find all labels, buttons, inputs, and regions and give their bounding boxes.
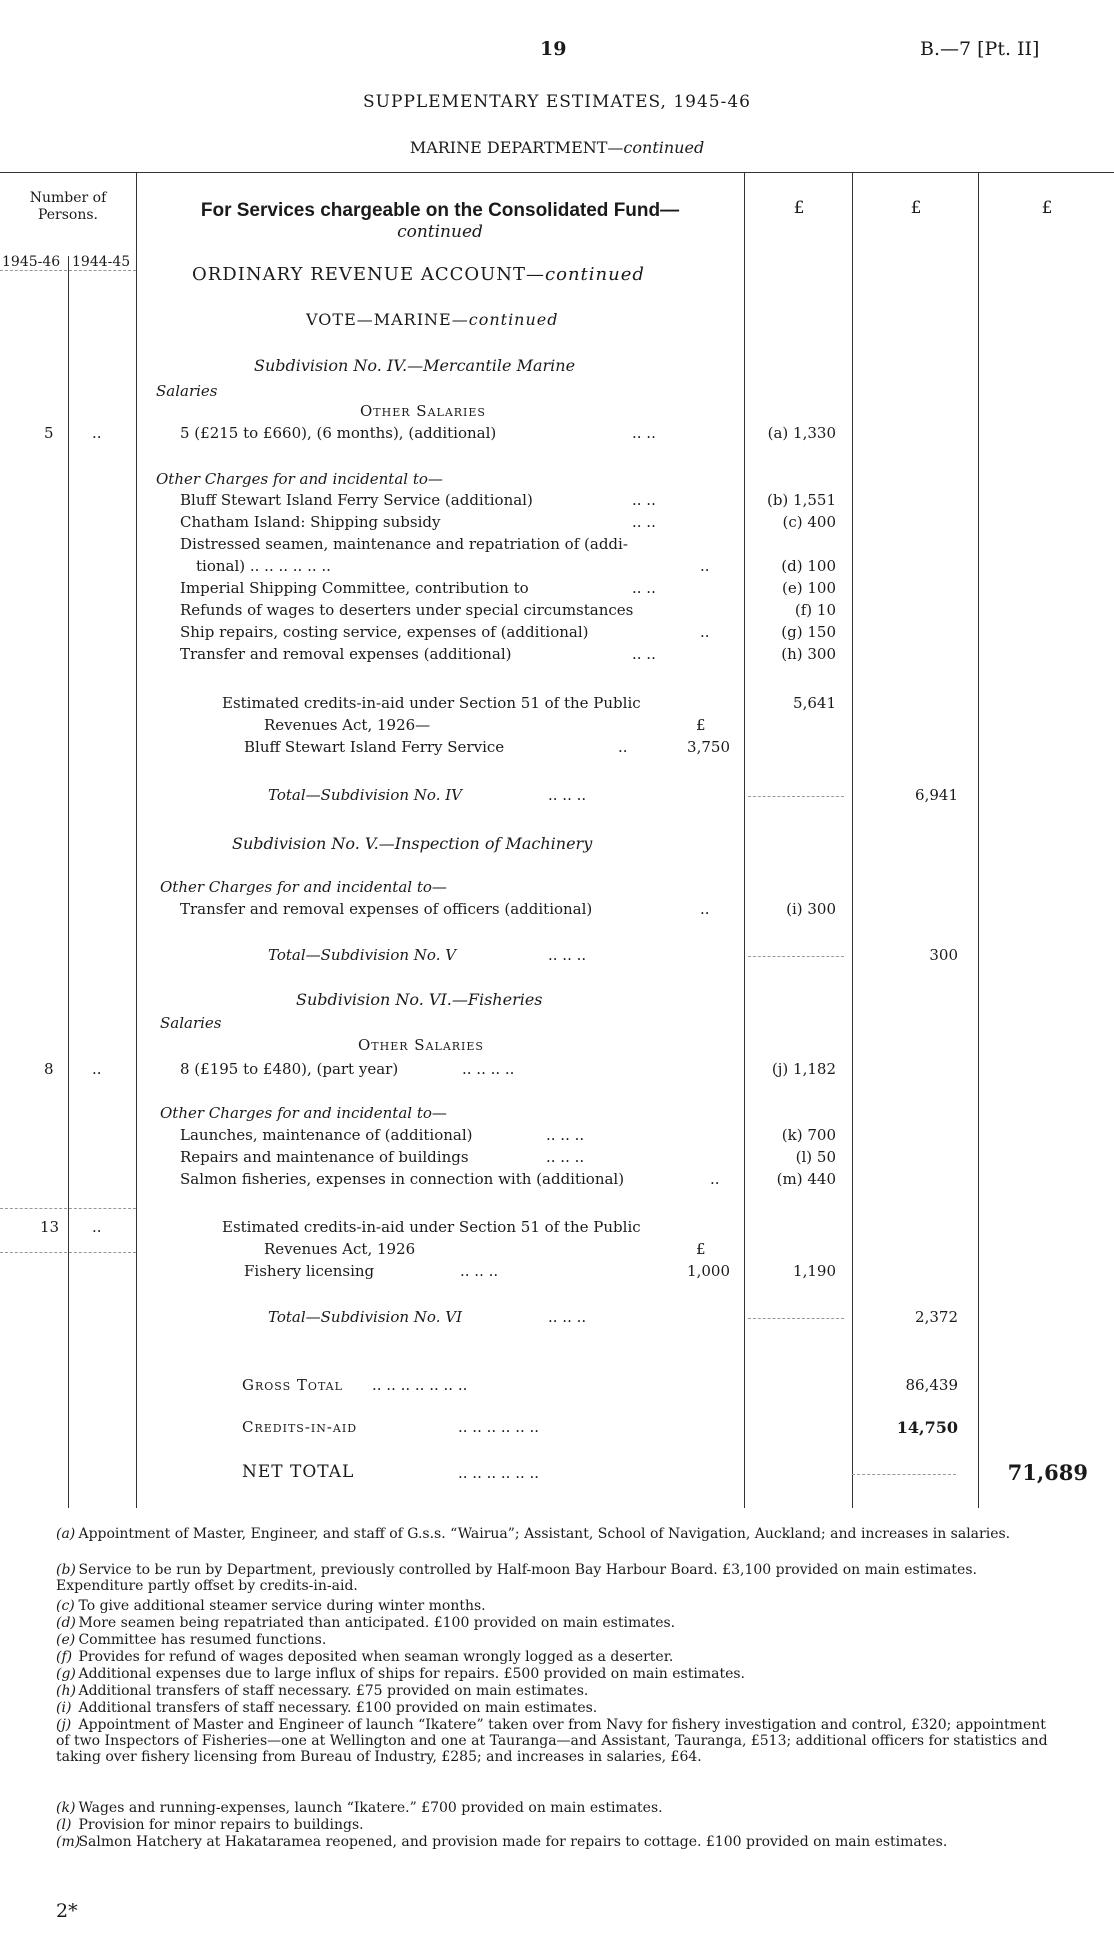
department-continued: —continued	[607, 138, 705, 157]
credits-in-aid-amount: 14,750	[896, 1418, 958, 1437]
sub5-item-amount: (i) 300	[786, 900, 836, 918]
sub4-persons-prev: ..	[92, 424, 102, 442]
footnote-label: (i)	[56, 1700, 72, 1716]
column-rule-1	[744, 172, 745, 1508]
sub6-total-dots: .. .. ..	[548, 1308, 587, 1326]
sub4-item-amount: (c) 400	[782, 513, 836, 531]
sub6-credits-item: Fishery licensing	[244, 1262, 375, 1280]
sub4-item-amount: (e) 100	[782, 579, 836, 597]
footnote	[56, 1598, 1056, 1614]
sub6-persons-total: 13	[40, 1218, 60, 1236]
footnote-text: Appointment of Master and Engineer of launch “Ikatere” taken over from Navy for fishery investigation and control, £320; appointment of two Inspectors of Fisheries—one at Wellington and one at Tauranga—and Assistant, Tauranga, £513; additional officers for statistics and taking over fishery licensing from Bureau of Industry, £285; and increases in salaries, £64.	[56, 1717, 1048, 1765]
footnote	[56, 1800, 1056, 1816]
footnote-label: (h)	[56, 1683, 76, 1699]
year-1945-46: 1945-46	[2, 254, 61, 270]
footnote-label: (f)	[56, 1649, 73, 1665]
sub5-item-dots: ..	[700, 900, 710, 918]
net-total-rule	[852, 1474, 956, 1475]
credits-in-aid-dots: .. .. .. .. .. ..	[458, 1418, 540, 1436]
number-of-persons-header: Number of Persons.	[29, 190, 107, 223]
persons-total-rule	[0, 1208, 136, 1209]
footnote	[56, 1834, 1056, 1850]
sub5-total-dots: .. .. ..	[548, 946, 587, 964]
sub4-item-text: Transfer and removal expenses (additional)	[180, 645, 512, 663]
footnote-label: (e)	[56, 1632, 76, 1648]
department-name: MARINE DEPARTMENT	[409, 138, 608, 157]
sub4-other-salaries: Other Salaries	[360, 402, 486, 420]
document-reference: B.—7 [Pt. II]	[920, 38, 1040, 60]
sub6-item-text: Launches, maintenance of (additional)	[180, 1126, 473, 1144]
sub4-item-text: Bluff Stewart Island Ferry Service (additional)	[180, 491, 533, 509]
sub4-item-amount: (g) 150	[781, 623, 836, 641]
sub4-credits-item-amount: 3,750	[687, 738, 730, 756]
sub4-item-amount: (b) 1,551	[766, 491, 836, 509]
sub4-item-amount: (h) 300	[781, 645, 836, 663]
sub6-total-amount: 2,372	[915, 1308, 958, 1326]
sub4-credits-item: Bluff Stewart Island Ferry Service	[244, 738, 505, 756]
year-1944-45: 1944-45	[72, 254, 131, 270]
sub4-item-dots: .. ..	[632, 645, 656, 663]
sub5-heading: Subdivision No. V.—Inspection of Machinery	[232, 834, 593, 853]
footnote-text: To give additional steamer service during winter months.	[78, 1598, 486, 1614]
sub5-other-charges: Other Charges for and incidental to—	[160, 878, 447, 896]
footnote-label: (d)	[56, 1615, 76, 1631]
footnote	[56, 1526, 1056, 1542]
footnote-label: (j)	[56, 1717, 72, 1733]
gross-total-amount: 86,439	[905, 1376, 958, 1394]
sub6-item-amount: (l) 50	[795, 1148, 836, 1166]
sub6-salaries-label: Salaries	[160, 1014, 222, 1032]
sub6-persons-prev: ..	[92, 1060, 102, 1078]
fund-heading-continued: continued	[397, 222, 483, 242]
sub6-credits-subtotal: 1,190	[793, 1262, 836, 1280]
sub4-item-text: Imperial Shipping Committee, contribution to	[180, 579, 529, 597]
sub4-item-text: Ship repairs, costing service, expenses of (additional)	[180, 623, 589, 641]
footnote	[56, 1632, 1056, 1648]
sub5-total-amount: 300	[929, 946, 958, 964]
footnote-text: Additional transfers of staff necessary. £100 provided on main estimates.	[78, 1700, 598, 1716]
sub4-salaries-label: Salaries	[156, 382, 218, 400]
sub6-other-charges: Other Charges for and incidental to—	[160, 1104, 447, 1122]
sub6-salary-dots: .. .. .. ..	[462, 1060, 515, 1078]
sub6-total-rule	[748, 1318, 844, 1319]
account-heading	[192, 264, 645, 285]
sub6-other-salaries: Other Salaries	[358, 1036, 484, 1054]
footnote-text: Salmon Hatchery at Hakataramea reopened, and provision made for repairs to cottage. £100 provided on main estimates.	[78, 1834, 948, 1850]
sub6-credits-line1: Estimated credits-in-aid under Section 51 of the Public	[222, 1218, 641, 1236]
footnote-text: Wages and running-expenses, launch “Ikatere.” £700 provided on main estimates.	[78, 1800, 663, 1816]
page-number: 19	[540, 38, 567, 60]
table-top-rule	[0, 172, 1114, 173]
sub6-credits-dots: .. .. ..	[460, 1262, 499, 1280]
sub4-item-text: Chatham Island: Shipping subsidy	[180, 513, 441, 531]
footnote	[56, 1817, 1056, 1833]
sub6-item-dots: .. .. ..	[546, 1148, 585, 1166]
persons-header-rule	[0, 270, 136, 271]
sub5-total-rule	[748, 956, 844, 957]
sub6-item-text: Repairs and maintenance of buildings	[180, 1148, 469, 1166]
sub5-item: Transfer and removal expenses of officers (additional)	[180, 900, 593, 918]
sub4-total-amount: 6,941	[915, 786, 958, 804]
sub6-credits-item-amount: 1,000	[687, 1262, 730, 1280]
vote-heading	[306, 310, 559, 329]
sub4-credits-line2: Revenues Act, 1926—	[264, 716, 431, 734]
sub4-persons: 5	[44, 424, 54, 442]
credits-in-aid-label: Credits-in-aid	[242, 1418, 358, 1436]
sub4-credits-pound: £	[696, 716, 706, 734]
sub6-item-text: Salmon fisheries, expenses in connection with (additional)	[180, 1170, 625, 1188]
footnote-label: (k)	[56, 1800, 76, 1816]
footnote-label: (c)	[56, 1598, 75, 1614]
page-mark: 2*	[56, 1900, 78, 1922]
sub4-item-dots: .. ..	[632, 491, 656, 509]
net-total-label: NET TOTAL	[242, 1462, 355, 1482]
account-title: ORDINARY REVENUE ACCOUNT	[192, 264, 527, 285]
department-heading	[0, 138, 1114, 157]
footnote	[56, 1700, 1056, 1716]
sub4-salary-line: 5 (£215 to £660), (6 months), (additional)	[180, 424, 497, 442]
sub4-item-amount: (f) 10	[794, 601, 836, 619]
pound-header-3: £	[1041, 198, 1053, 218]
sub4-other-charges: Other Charges for and incidental to—	[156, 470, 443, 488]
gross-total-label: Gross Total	[242, 1376, 343, 1394]
sub4-item-dots: .. ..	[632, 579, 656, 597]
sub6-item-amount: (k) 700	[781, 1126, 836, 1144]
sub6-item-dots: .. .. ..	[546, 1126, 585, 1144]
footnote-text: Appointment of Master, Engineer, and staff of G.s.s. “Wairua”; Assistant, School of Navigation, Auckland; and increases in salaries.	[78, 1526, 1011, 1542]
vote-continued: —continued	[451, 310, 559, 329]
column-rule-3	[978, 172, 979, 1508]
footnote-text: Provides for refund of wages deposited when seaman wrongly logged as a deserter.	[78, 1649, 674, 1665]
sub6-heading: Subdivision No. VI.—Fisheries	[296, 990, 543, 1009]
footnote	[56, 1717, 1056, 1765]
pound-header-2: £	[910, 198, 922, 218]
sub4-total-label: Total—Subdivision No. IV	[268, 786, 462, 804]
sub6-persons: 8	[44, 1060, 54, 1078]
footnote-text: Provision for minor repairs to buildings.	[78, 1817, 364, 1833]
footnote-text: More seamen being repatriated than anticipated. £100 provided on main estimates.	[78, 1615, 676, 1631]
sub4-total-dots: .. .. ..	[548, 786, 587, 804]
sub4-item-dots: ..	[700, 623, 710, 641]
footnote	[56, 1666, 1056, 1682]
footnote-text: Additional transfers of staff necessary. £75 provided on main estimates.	[78, 1683, 589, 1699]
page-title: SUPPLEMENTARY ESTIMATES, 1945-46	[363, 92, 751, 112]
footnote	[56, 1615, 1056, 1631]
column-rule-persons	[136, 172, 137, 1508]
sub4-item-text: tional) .. .. .. .. .. ..	[196, 557, 331, 575]
sub4-credits-dots: ..	[618, 738, 628, 756]
persons-total-rule-bottom	[0, 1252, 136, 1253]
sub6-credits-pound: £	[696, 1240, 706, 1258]
net-total-amount: 71,689	[1007, 1460, 1088, 1485]
footnote-label: (m)	[56, 1834, 81, 1850]
net-total-dots: .. .. .. .. .. ..	[458, 1464, 540, 1482]
vote-title: VOTE—MARINE	[306, 310, 452, 329]
footnote-text: Service to be run by Department, previously controlled by Half-moon Bay Harbour Board. £3,100 provided on main estimates. Expenditure partly offset by credits-in-aid.	[56, 1562, 977, 1594]
sub4-salary-dots: .. ..	[632, 424, 656, 442]
sub4-salary-amount: (a) 1,330	[767, 424, 836, 442]
sub6-salary-line: 8 (£195 to £480), (part year)	[180, 1060, 399, 1078]
account-continued: —continued	[526, 264, 645, 285]
footnote-label: (a)	[56, 1526, 76, 1542]
footnote-text: Committee has resumed functions.	[78, 1632, 327, 1648]
sub6-item-amount: (m) 440	[776, 1170, 836, 1188]
sub4-item-text: Distressed seamen, maintenance and repatriation of (addi-	[180, 535, 628, 553]
column-rule-years	[68, 256, 69, 1508]
sub4-credits-line1: Estimated credits-in-aid under Section 51 of the Public	[222, 694, 641, 712]
footnote-label: (l)	[56, 1817, 72, 1833]
footnote	[56, 1683, 1056, 1699]
sub4-item-text: Refunds of wages to deserters under special circumstances	[180, 601, 634, 619]
sub4-heading: Subdivision No. IV.—Mercantile Marine	[254, 356, 576, 375]
sub4-item-dots: .. ..	[632, 513, 656, 531]
sub6-persons-total-prev: ..	[92, 1218, 102, 1236]
footnote-label: (b)	[56, 1562, 76, 1578]
sub4-item-dots: ..	[700, 557, 710, 575]
sub4-credits-subtotal: 5,641	[793, 694, 836, 712]
fund-heading: For Services chargeable on the Consolidated Fund—	[200, 200, 680, 221]
column-rule-2	[852, 172, 853, 1508]
footnote	[56, 1562, 1056, 1594]
sub6-salary-amount: (j) 1,182	[771, 1060, 836, 1078]
footnote	[56, 1649, 1056, 1665]
sub4-item-amount: (d) 100	[781, 557, 836, 575]
footnote-label: (g)	[56, 1666, 76, 1682]
gross-total-dots: .. .. .. .. .. .. ..	[372, 1376, 468, 1394]
sub4-total-rule	[748, 796, 844, 797]
footnote-text: Additional expenses due to large influx of ships for repairs. £500 provided on main estimates.	[78, 1666, 746, 1682]
sub6-credits-line2: Revenues Act, 1926	[264, 1240, 416, 1258]
sub5-total-label: Total—Subdivision No. V	[268, 946, 457, 964]
sub6-total-label: Total—Subdivision No. VI	[268, 1308, 462, 1326]
pound-header-1: £	[793, 198, 805, 218]
sub6-item-dots: ..	[710, 1170, 720, 1188]
